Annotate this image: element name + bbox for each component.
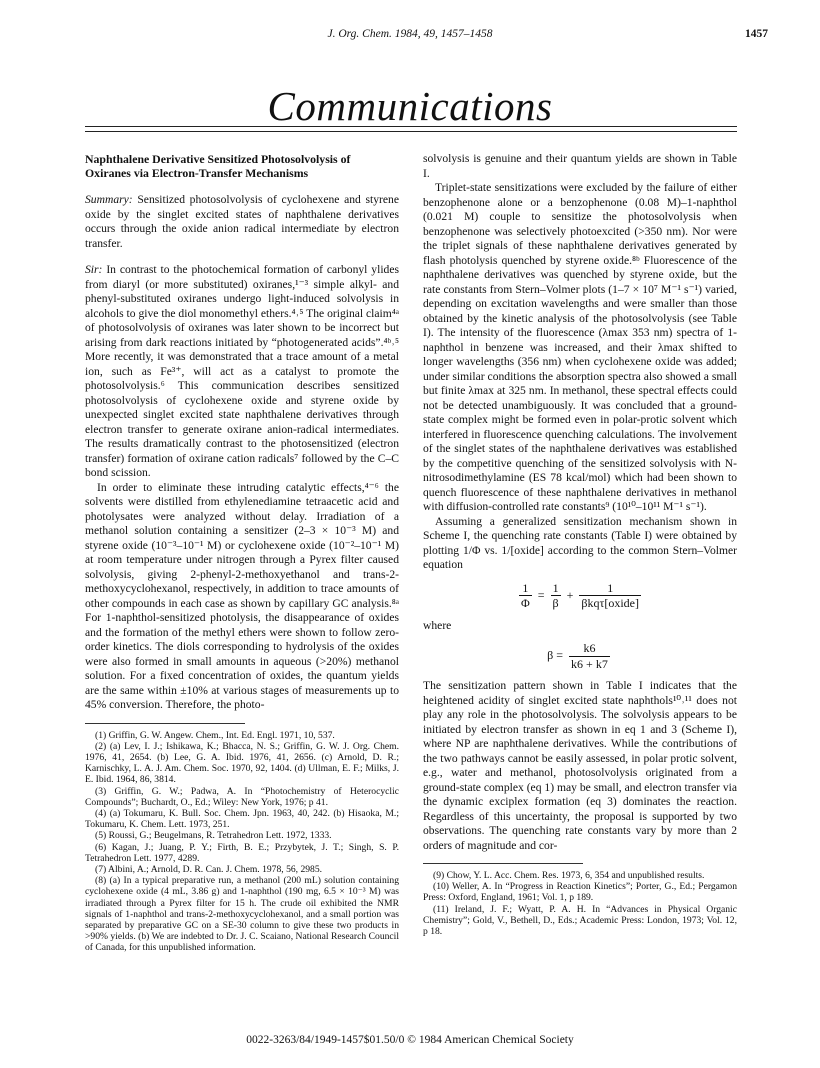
page-number: 1457: [745, 28, 768, 40]
footnote: (8) (a) In a typical preparative run, a methanol (200 mL) solution containing cyclohexene oxide (4 mL, 3.86 g) and 1-naphthol (190 mg, 6.5 × 10⁻³ M) was irradiated through a Pyrex filter for 15 h. The crude oil exhibited the NMR signals of 1-naphthol and trans-2-methoxycyclohexanol, and a small portion was separated by preparative GC on a SE-30 column to give these two products in >90% yields. (b) We are indebted to Dr. J. C. Scaiano, National Research Council of Canada, for this unpublished information.: [85, 875, 399, 954]
footnote: (1) Griffin, G. W. Angew. Chem., Int. Ed. Engl. 1971, 10, 537.: [95, 729, 335, 741]
section-title: Communications: [267, 83, 553, 129]
equation-fraction: [519, 581, 532, 611]
footnote: (10) Weller, A. In “Progress in Reaction Kinetics”; Porter, G., Ed.; Pergamon Press: Oxford, England, 1961; Vol. 1, p 189.: [423, 881, 737, 904]
beta-equation: [423, 641, 737, 671]
equation-numerator: k6: [569, 641, 610, 657]
body-paragraph-2: In order to eliminate these intruding catalytic effects,⁴⁻⁶ the solvents were distilled from ethylenediamine tetraacetic acid and photolysates were analyzed without delay. Irradiation of a methanol solution containing a sensitizer (2–3 × 10⁻³ M) and styrene oxide (10⁻³–10⁻¹ M) or cyclohexene oxide (10⁻²–10⁻¹ M) at room temperature under nitrogen through a Pyrex filter caused solvolysis, giving 2-phenyl-2-methoxyethanol and trans-2-methoxycyclohexanol, respectively, in addition to trace amounts of other compounds in each case as shown by capillary GC analysis.⁸ᵃ For 1-naphthol-sensitized photolysis, the disappearance of oxides and the formation of the methyl ethers were shown to follow zero-order kinetics. The diols corresponding to hydrolysis of the oxides were also formed in small amounts in aqueous (>20%) methanol solution. For a fixed concentration of oxides, the quantum yields are the same within ±10% at various stages of measurements up to 45% conversion. Therefore, the photo-: [85, 480, 399, 711]
article-title: Naphthalene Derivative Sensitized Photosolvolysis of Oxiranes via Electron-Transfer Mechanisms: [85, 152, 351, 180]
footnote-rule-right: [423, 863, 583, 864]
footnote: (4) (a) Tokumaru, K. Bull. Soc. Chem. Jpn. 1963, 40, 242. (b) Hisaoka, M.; Tokumaru, K. Chem. Lett. 1973, 251.: [85, 807, 399, 831]
where-label: where: [423, 618, 452, 632]
paragraph-1-text: In contrast to the photochemical formation of carbonyl ylides from diaryl (or more substituted) oxiranes,¹⁻³ simple alkyl- and phenyl-substituted oxiranes undergo light-induced solvolysis in alcohols to give the diol monomethyl ethers.⁴˒⁵ The original claim⁴ᵃ of photosolvolysis of oxiranes was later shown to be incorrect but arising from dark reactions initiated by “photogenerated acids”.⁴ᵇ˒⁵ More recently, it was demonstrated that a trace amount of a metal ion, such as Fe³⁺, will act as a catalyst to promote the photosolvolysis.⁶ This communication describes sensitized photosolvolysis of cyclohexene oxide and styrene oxide by unexpected singlet excited state naphthalene derivatives through electron transfer to generate oxirane anion-radical intermediates. The results dramatically contrast to the photosensitized (electron transfer) formation of oxirane cation radicals⁷ followed by the C–C bond scission.: [85, 263, 400, 479]
article-summary: [85, 193, 399, 251]
journal-citation: J. Org. Chem. 1984, 49, 1457–1458: [327, 28, 493, 40]
equation-operator: =: [537, 587, 545, 602]
equation-lhs: β =: [547, 647, 564, 662]
footnote: (6) Kagan, J.; Juang, P. Y.; Firth, B. E.; Przybytek, J. T.; Singh, S. P. Tetrahedron Lett. 1977, 4289.: [85, 841, 399, 864]
equation-fraction: [551, 581, 561, 611]
sir-label: Sir:: [85, 263, 103, 276]
section-rule-bottom: [85, 131, 737, 132]
stern-volmer-equation: [423, 581, 737, 611]
copyright-footer: 0022-3263/84/1949-1457$01.50/0 © 1984 American Chemical Society: [246, 1034, 574, 1046]
summary-label: Summary:: [85, 193, 133, 206]
running-head: [0, 28, 820, 44]
equation-operator: +: [566, 587, 574, 602]
equation-denominator: Φ: [520, 596, 530, 610]
footnote: (3) Griffin, G. W.; Padwa, A. In “Photochemistry of Heterocyclic Compounds”; Buchardt, O., Ed.; Wiley: New York, 1976; p 41.: [85, 785, 399, 808]
body-paragraph-3: solvolysis is genuine and their quantum yields are shown in Table I.: [423, 152, 737, 180]
footnote-rule-left: [85, 723, 245, 724]
footnote: (5) Roussi, G.; Beugelmans, R. Tetrahedron Lett. 1972, 1333.: [95, 830, 332, 842]
footnotes-left: [85, 730, 399, 954]
equation-numerator: 1: [551, 581, 561, 597]
equation-numerator: 1: [519, 581, 532, 597]
body-paragraph-4: Triplet-state sensitizations were excluded by the failure of either benzophenone alone or a benzophenone (0.08 M)–1-naphthol (0.021 M) couple to sensitize the photosolvolysis when benzophenone was selectively photoexcited (>350 nm). Nor were the triplet signals of these naphthalene derivatives generated by flash photolysis quenched by styrene oxide.⁸ᵇ Fluorescence of the naphthalene derivatives was quenched by styrene oxide, but the rate constants from Stern–Volmer plots (1–7 × 10⁷ M⁻¹ s⁻¹) varied, depending on excitation wavelengths and were smaller than those obtained by the kinetic analysis of the photosolvolysis (see Table I). The intensity of the fluorescence (λmax 353 nm) spectra of 1-naphthol in benzene was increased, and their λmax shifted to longer wavelengths (356 nm) when cyclohexene oxide was added; under similar conditions the absorption spectra also showed a small but finite λmax at 325 nm. In methanol, these spectral effects could not be detected unambiguously. It was concluded that a ground-state complex might be formed even in polar-protic solvent which interfered in fluorescence quenching calculations. The involvement of the singlet states of the naphthalene derivatives was established by the competitive quenching of the sensitized solvolysis with N-nitrosodimethylamine (ES 78 kcal/mol) which had been shown to quench fluorescence of these naphthalene derivatives in methanol with diffusion-controlled rate constants⁹ (10¹⁰–10¹¹ M⁻¹ s⁻¹).: [423, 181, 737, 513]
footnote: (7) Albini, A.; Arnold, D. R. Can. J. Chem. 1978, 56, 2985.: [95, 863, 323, 875]
body-paragraph-6: The sensitization pattern shown in Table I indicates that the heightened acidity of singlet excited state naphthols¹⁰˒¹¹ does not play any role in the photosolvolysis. The solvolysis appears to be initiated by electron transfer as shown in eq 1 and 3 (Scheme I), where NP are naphthalene derivatives. While the contributions of the two pathways cannot be easily assessed, in polar protic solvent, e.g., water and methanol, photosolvolysis originated from a ground-state complex (eq 1) may be small, and electron transfer via the dynamic exciplex formation (eq 3) dominates the reaction. Regardless of this uncertainty, the proposal is supported by two observations. The quenching rate constants vary by more than 2 orders of magnitude and cor-: [423, 679, 737, 852]
left-column: [85, 152, 399, 954]
footnote: (11) Ireland, J. F.; Wyatt, P. A. H. In “Advances in Physical Organic Chemistry”; Gold, V., Bethell, D., Eds.; Academic Press: London, 1973; Vol. 12, p 18.: [423, 903, 737, 938]
summary-text: Sensitized photosolvolysis of cyclohexene and styrene oxide by the singlet excited states of naphthalene derivatives occurs through the oxide anion radical intermediate by electron transfer.: [85, 193, 399, 250]
equation-numerator: 1: [579, 581, 641, 597]
equation-denominator: βkqτ[oxide]: [581, 596, 640, 610]
body-paragraph-1: [85, 263, 399, 481]
footnote: (2) (a) Lev, I. J.; Ishikawa, K.; Bhacca, N. S.; Griffin, G. W. J. Org. Chem. 1976, 41, 2654. (b) Lee, G. A. Ibid. 1976, 41, 2656. (c) Arnold, D. R.; Karnischky, L. A. J. Am. Chem. Soc. 1970, 92, 1404. (d) Ullman, E. F.; Milks, J. E. Ibid. 1964, 86, 3814.: [85, 740, 399, 786]
body-paragraph-5: Assuming a generalized sensitization mechanism shown in Scheme I, the quenching rate constants (Table I) were obtained by plotting 1/Φ vs. 1/[oxide] according to the common Stern–Volmer equation: [423, 514, 737, 571]
equation-denominator: β: [552, 596, 559, 610]
equation-fraction: [579, 581, 641, 611]
footnotes-right: [423, 870, 737, 937]
right-column: [423, 152, 737, 937]
equation-denominator: k6 + k7: [571, 656, 608, 671]
equation-fraction: [569, 641, 610, 671]
footnote: (9) Chow, Y. L. Acc. Chem. Res. 1973, 6, 354 and unpublished results.: [433, 870, 705, 881]
